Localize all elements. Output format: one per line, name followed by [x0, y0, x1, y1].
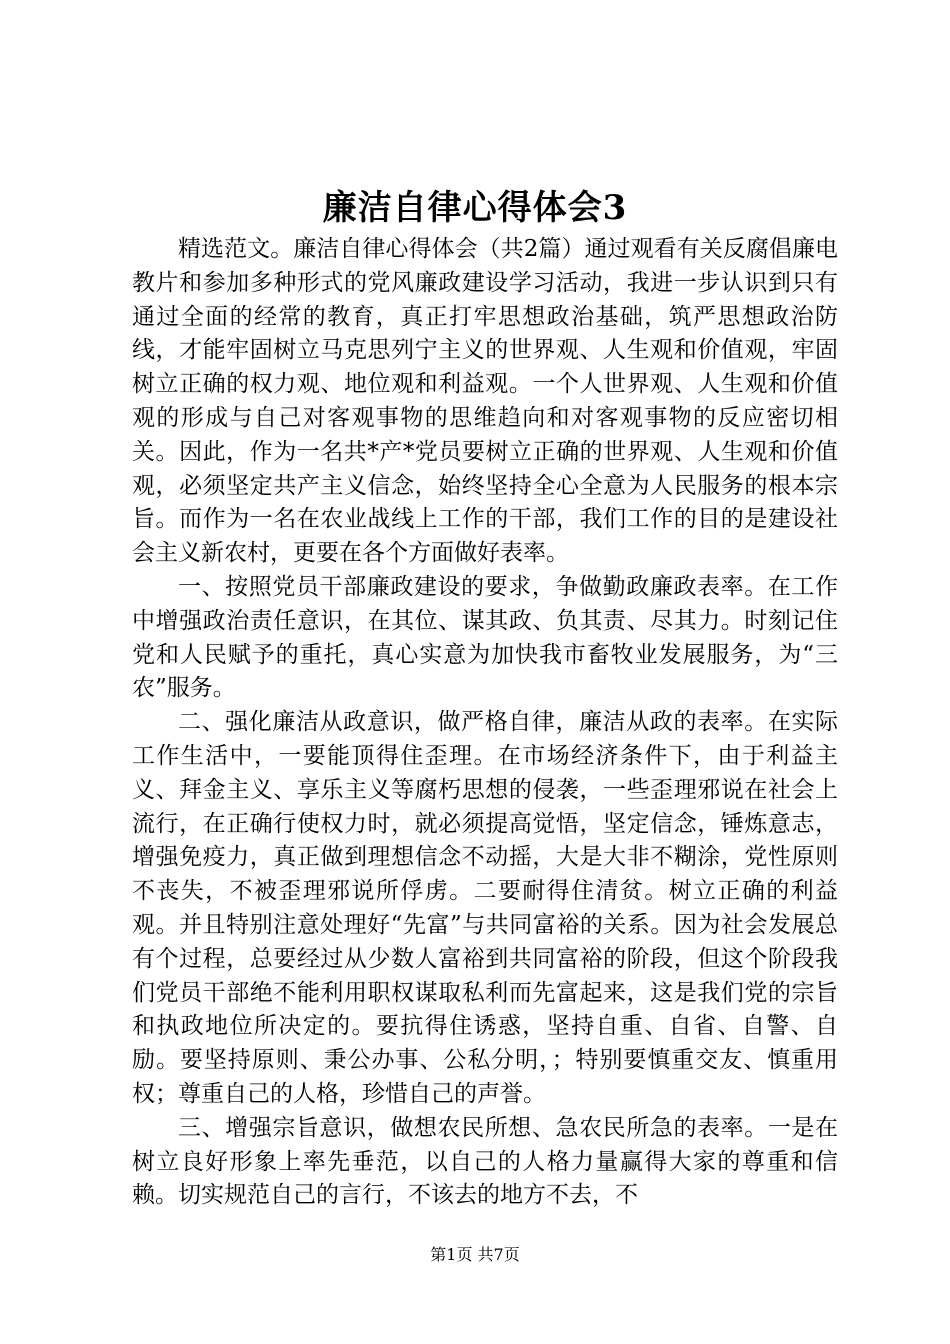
page-footer: 第1页 共7页 [430, 1245, 520, 1264]
paragraph: 精选范文。廉洁自律心得体会（共2篇）通过观看有关反腐倡廉电教片和参加多种形式的党风廉政建设学习活动，我进一步认识到只有通过全面的经常的教育，真正打牢思想政治基础，筑严思想政治防线，才能牢固树立马克思列宁主义的世界观、人生观和价值观，牢固树立正确的权力观、地位观和利益观。一个人世界观、人生观和价值观的形成与自己对客观事物的思维趋向和对客观事物的反应密切相关。因此，作为一名共*产*党员要树立正确的世界观、人生观和价值观，必须坚定共产主义信念，始终坚持全心全意为人民服务的根本宗旨。而作为一名在农业战线上工作的干部，我们工作的目的是建设社会主义新农村，更要在各个方面做好表率。 [132, 236, 838, 567]
paragraph: 一、按照党员干部廉政建设的要求，争做勤政廉政表率。在工作中增强政治责任意识，在其位、谋其政、负其责、尽其力。时刻记住党和人民赋予的重托，真心实意为加快我市畜牧业发展服务，为“三农”服务。 [132, 573, 838, 702]
paragraph: 二、强化廉洁从政意识，做严格自律，廉洁从政的表率。在实际工作生活中，一要能顶得住歪理。在市场经济条件下，由于利益主义、拜金主义、享乐主义等腐朽思想的侵袭，一些歪理邪说在社会上流行，在正确行使权力时，就必须提高觉悟，坚定信念，锤炼意志，增强免疫力，真正做到理想信念不动摇，大是大非不糊涂，党性原则不丧失，不被歪理邪说所俘虏。二要耐得住清贫。树立正确的利益观。并且特别注意处理好“先富”与共同富裕的关系。因为社会发展总有个过程，总要经过从少数人富裕到共同富裕的阶段，但这个阶段我们党员干部绝不能利用职权谋取私利而先富起来，这是我们党的宗旨和执政地位所决定的。要抗得住诱惑，坚持自重、自省、自警、自励。要坚持原则、秉公办事、公私分明，；特别要慎重交友、慎重用权；尊重自己的人格，珍惜自己的声誉。 [132, 709, 838, 1107]
document-body [132, 233, 838, 1213]
document-title: 廉洁自律心得体会3 [322, 188, 628, 228]
paragraph: 三、增强宗旨意识，做想农民所想、急农民所急的表率。一是在树立良好形象上率先垂范，以自己的人格力量赢得大家的尊重和信赖。切实规范自己的言行，不该去的地方不去，不 [132, 1114, 838, 1209]
